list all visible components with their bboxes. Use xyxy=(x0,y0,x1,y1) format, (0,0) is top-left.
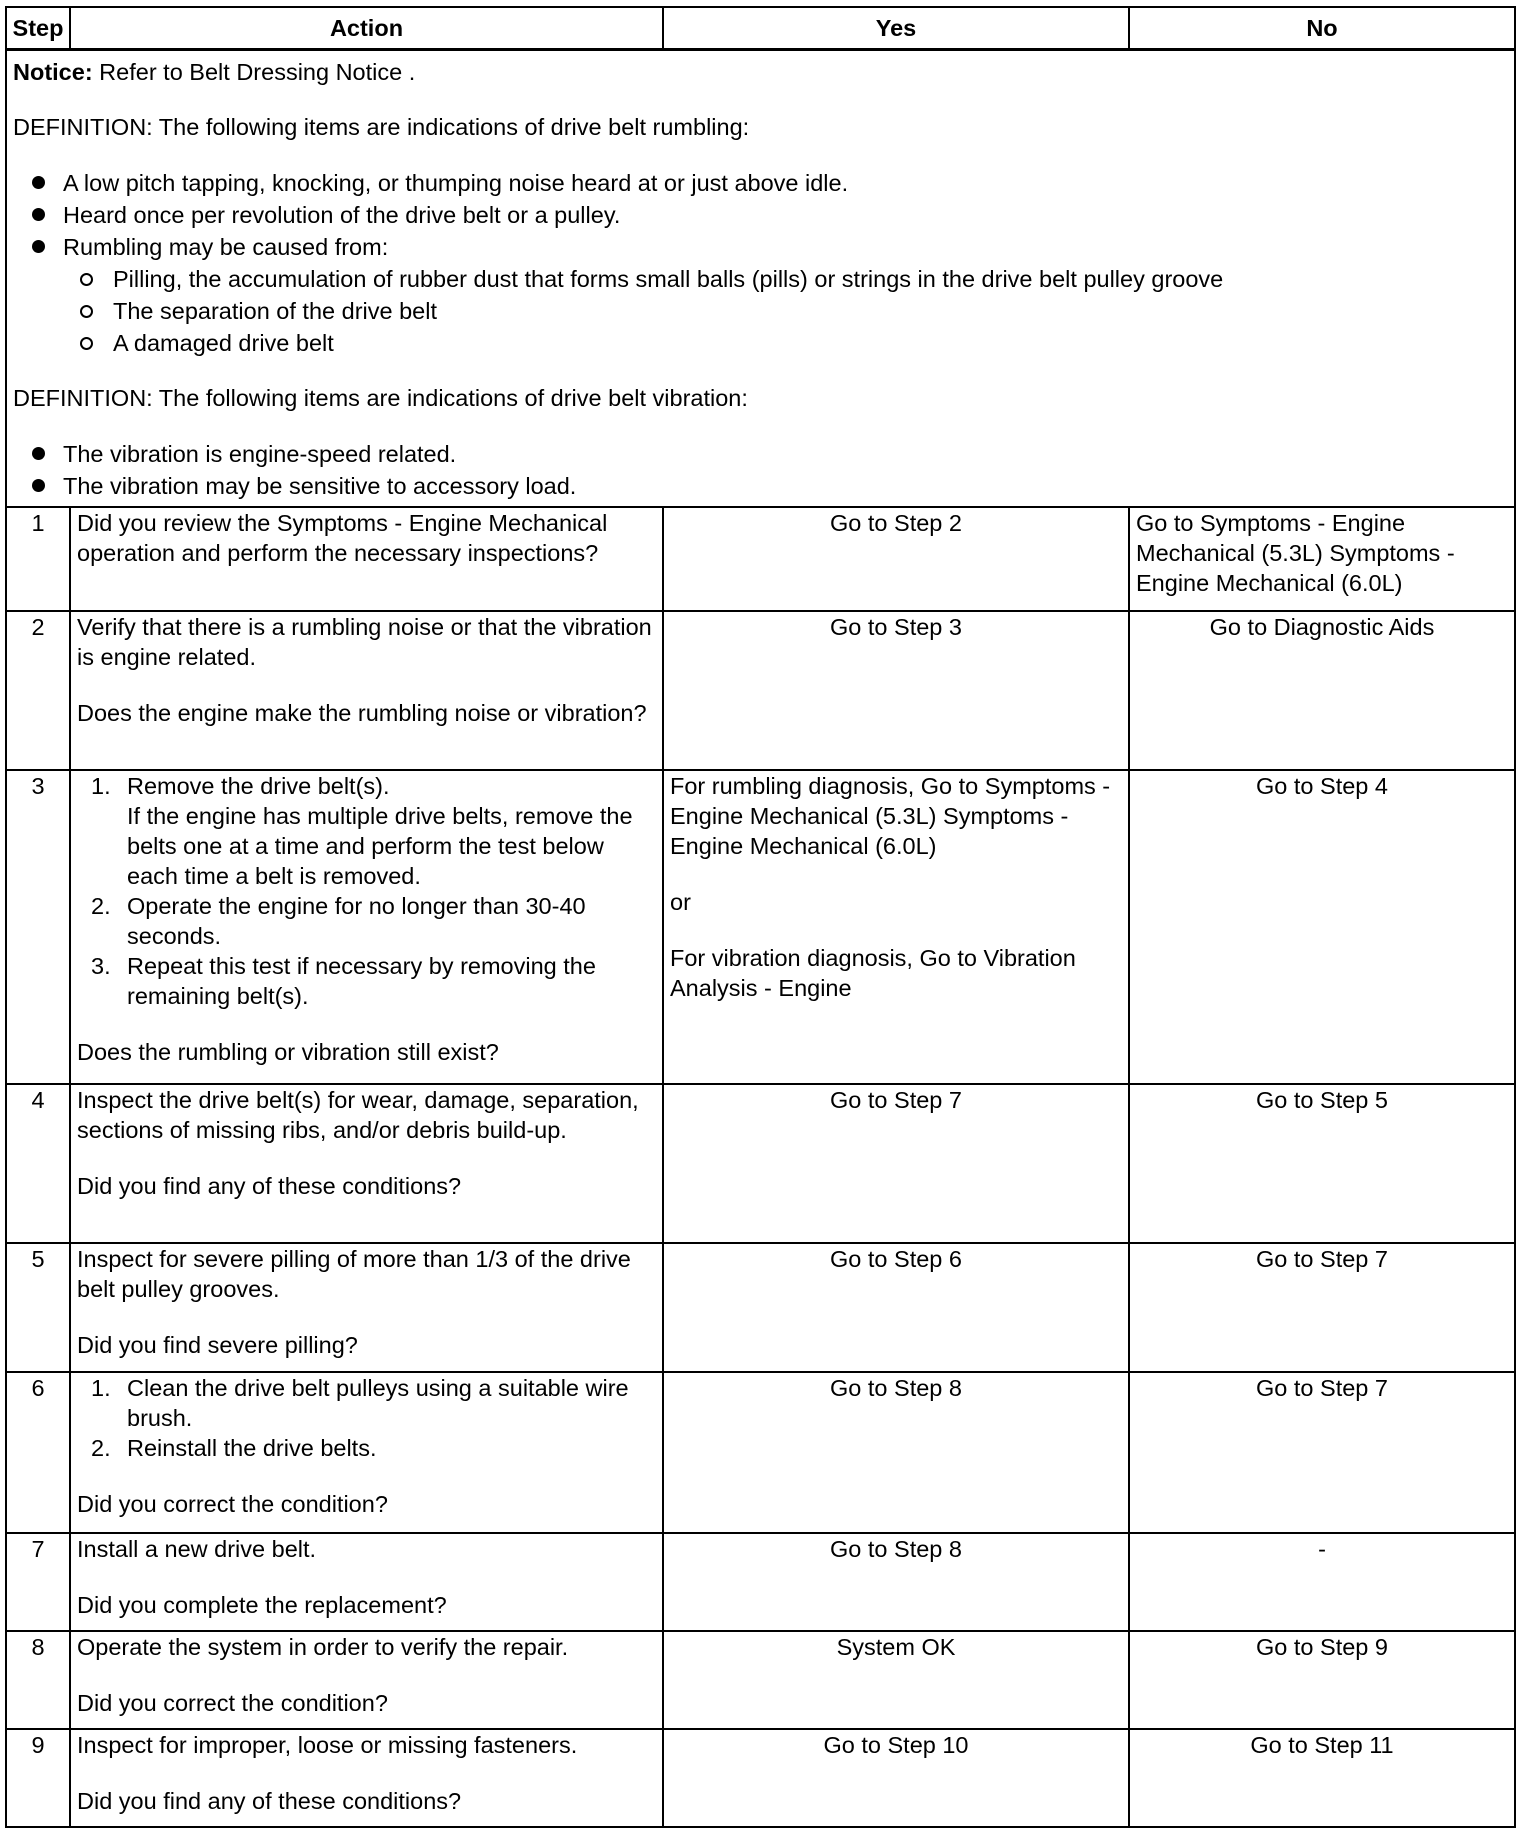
procedure-list xyxy=(77,1373,656,1463)
no-cell: Go to Diagnostic Aids xyxy=(1129,611,1515,770)
list-item xyxy=(13,232,1508,358)
table-row xyxy=(6,1533,1515,1631)
bullet-dot-icon xyxy=(32,176,45,189)
header-action: Action xyxy=(70,7,663,50)
list-item xyxy=(13,439,1508,469)
list-item xyxy=(77,951,656,1011)
bullet-text: Rumbling may be caused from: xyxy=(63,234,389,260)
action-question: Did you find severe pilling? xyxy=(77,1332,358,1358)
table-row xyxy=(6,1729,1515,1827)
item-text: Repeat this test if necessary by removing the remaining belt(s). xyxy=(127,953,596,1009)
action-question: Does the rumbling or vibration still exist? xyxy=(77,1039,499,1065)
action-text: Inspect for improper, loose or missing fasteners. xyxy=(77,1732,578,1758)
yes-cell: Go to Step 8 xyxy=(663,1372,1129,1533)
action-cell xyxy=(70,1729,663,1827)
rumbling-cause-list xyxy=(63,264,1508,358)
no-cell: Go to Symptoms - Engine Mechanical (5.3L) Symptoms - Engine Mechanical (6.0L) xyxy=(1129,507,1515,611)
list-item xyxy=(13,471,1508,501)
header-yes: Yes xyxy=(663,7,1129,50)
action-cell xyxy=(70,1243,663,1372)
bullet-dot-icon xyxy=(32,208,45,221)
action-text: Inspect the drive belt(s) for wear, damage, separation, sections of missing ribs, and/or debris build-up. xyxy=(77,1087,639,1143)
yes-cell: Go to Step 2 xyxy=(663,507,1129,611)
bullet-dot-icon xyxy=(32,479,45,492)
list-item xyxy=(77,1433,656,1463)
no-cell: Go to Step 7 xyxy=(1129,1372,1515,1533)
yes-or-text: or xyxy=(670,889,691,915)
action-question: Did you correct the condition? xyxy=(77,1690,388,1716)
action-text: Verify that there is a rumbling noise or that the vibration is engine related. xyxy=(77,614,652,670)
notice-text: Refer to Belt Dressing Notice . xyxy=(92,59,416,85)
no-cell: Go to Step 7 xyxy=(1129,1243,1515,1372)
no-cell: Go to Step 4 xyxy=(1129,770,1515,1084)
step-number: 7 xyxy=(6,1533,70,1631)
definition-rumbling: DEFINITION: The following items are indications of drive belt rumbling: xyxy=(13,114,750,140)
item-number: 1. xyxy=(91,1375,111,1401)
yes-cell: Go to Step 8 xyxy=(663,1533,1129,1631)
step-number: 5 xyxy=(6,1243,70,1372)
bullet-text: Heard once per revolution of the drive belt or a pulley. xyxy=(63,202,621,228)
action-question: Did you complete the replacement? xyxy=(77,1592,447,1618)
action-cell xyxy=(70,770,663,1084)
item-number: 1. xyxy=(91,773,111,799)
action-question: Did you find any of these conditions? xyxy=(77,1173,462,1199)
vibration-bullet-list xyxy=(13,439,1508,501)
bullet-ring-icon xyxy=(80,273,93,286)
notice-label: Notice: xyxy=(13,59,93,85)
item-number: 2. xyxy=(91,1435,111,1461)
table-row xyxy=(6,1631,1515,1729)
table-header-row xyxy=(6,7,1515,50)
bullet-ring-icon xyxy=(80,305,93,318)
yes-cell: System OK xyxy=(663,1631,1129,1729)
action-text: Did you review the Symptoms - Engine Mechanical operation and perform the necessary inspections? xyxy=(77,510,608,566)
action-cell xyxy=(70,1372,663,1533)
no-cell: Go to Step 5 xyxy=(1129,1084,1515,1243)
item-number: 3. xyxy=(91,953,111,979)
no-cell: Go to Step 11 xyxy=(1129,1729,1515,1827)
step-number: 2 xyxy=(6,611,70,770)
list-item xyxy=(13,200,1508,230)
header-step: Step xyxy=(6,7,70,50)
yes-cell: Go to Step 7 xyxy=(663,1084,1129,1243)
item-subtext: If the engine has multiple drive belts, remove the belts one at a time and perform the test below each time a belt is removed. xyxy=(127,803,633,889)
yes-rumbling-text: For rumbling diagnosis, Go to Symptoms - Engine Mechanical (5.3L) Symptoms - Engine Mechanical (6.0L) xyxy=(670,773,1111,859)
yes-cell: Go to Step 3 xyxy=(663,611,1129,770)
header-no: No xyxy=(1129,7,1515,50)
table-row xyxy=(6,1084,1515,1243)
table-row xyxy=(6,1372,1515,1533)
bullet-dot-icon xyxy=(32,240,45,253)
item-text: Operate the engine for no longer than 30-40 seconds. xyxy=(127,893,586,949)
notice-cell xyxy=(6,50,1515,508)
list-item xyxy=(63,296,1508,326)
notice-line xyxy=(13,57,1508,87)
bullet-text: The separation of the drive belt xyxy=(113,298,437,324)
bullet-ring-icon xyxy=(80,337,93,350)
no-cell: Go to Step 9 xyxy=(1129,1631,1515,1729)
yes-cell xyxy=(663,770,1129,1084)
yes-cell: Go to Step 10 xyxy=(663,1729,1129,1827)
action-cell xyxy=(70,507,663,611)
action-cell xyxy=(70,1533,663,1631)
table-row xyxy=(6,770,1515,1084)
step-number: 9 xyxy=(6,1729,70,1827)
action-cell xyxy=(70,1084,663,1243)
diagnostic-table xyxy=(5,6,1516,1828)
definition-vibration: DEFINITION: The following items are indications of drive belt vibration: xyxy=(13,385,748,411)
bullet-text: The vibration may be sensitive to accessory load. xyxy=(63,473,577,499)
action-text: Install a new drive belt. xyxy=(77,1536,317,1562)
yes-cell: Go to Step 6 xyxy=(663,1243,1129,1372)
list-item xyxy=(77,1373,656,1433)
bullet-text: Pilling, the accumulation of rubber dust that forms small balls (pills) or strings in the drive belt pulley groove xyxy=(113,266,1224,292)
action-question: Does the engine make the rumbling noise or vibration? xyxy=(77,700,647,726)
item-number: 2. xyxy=(91,893,111,919)
bullet-text: A low pitch tapping, knocking, or thumping noise heard at or just above idle. xyxy=(63,170,849,196)
step-number: 6 xyxy=(6,1372,70,1533)
bullet-text: The vibration is engine-speed related. xyxy=(63,441,457,467)
table-row xyxy=(6,1243,1515,1372)
list-item xyxy=(77,891,656,951)
bullet-dot-icon xyxy=(32,447,45,460)
yes-vibration-text: For vibration diagnosis, Go to Vibration Analysis - Engine xyxy=(670,945,1076,1001)
list-item xyxy=(63,264,1508,294)
table-row xyxy=(6,611,1515,770)
step-number: 8 xyxy=(6,1631,70,1729)
procedure-list xyxy=(77,771,656,1011)
list-item xyxy=(13,168,1508,198)
item-text: Reinstall the drive belts. xyxy=(127,1435,377,1461)
notice-row xyxy=(6,50,1515,508)
no-cell: - xyxy=(1129,1533,1515,1631)
action-cell xyxy=(70,1631,663,1729)
action-question: Did you find any of these conditions? xyxy=(77,1788,462,1814)
step-number: 4 xyxy=(6,1084,70,1243)
rumbling-bullet-list xyxy=(13,168,1508,358)
step-number: 1 xyxy=(6,507,70,611)
item-text: Clean the drive belt pulleys using a suitable wire brush. xyxy=(127,1375,629,1431)
action-question: Did you correct the condition? xyxy=(77,1491,388,1517)
step-number: 3 xyxy=(6,770,70,1084)
table-row xyxy=(6,507,1515,611)
action-text: Operate the system in order to verify the repair. xyxy=(77,1634,569,1660)
list-item xyxy=(63,328,1508,358)
item-text: Remove the drive belt(s). xyxy=(127,773,390,799)
action-text: Inspect for severe pilling of more than 1/3 of the drive belt pulley grooves. xyxy=(77,1246,631,1302)
list-item xyxy=(77,771,656,891)
bullet-text: A damaged drive belt xyxy=(113,330,334,356)
action-cell xyxy=(70,611,663,770)
